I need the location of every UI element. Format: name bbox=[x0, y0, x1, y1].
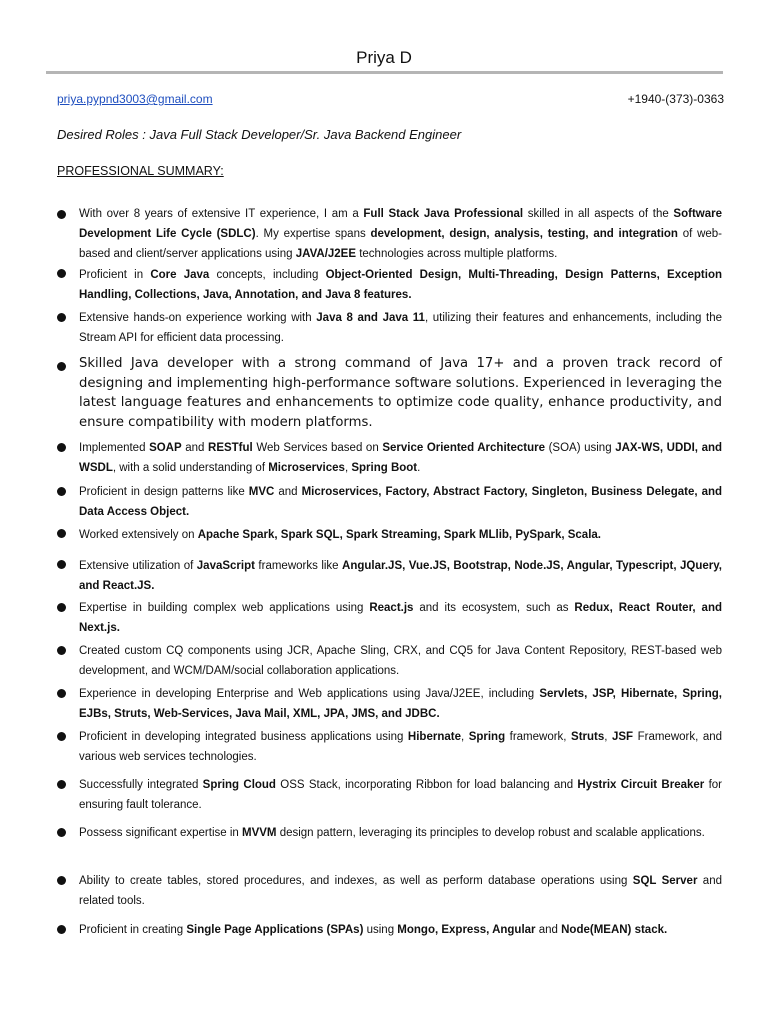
bullet-text bbox=[79, 727, 722, 767]
bold-text-segment: Angular.JS, Vue.JS, Bootstrap, Node.JS, Angular, Typescript, JQuery, and React.JS. bbox=[79, 560, 722, 592]
bullet-dot-icon bbox=[57, 487, 66, 496]
text-segment: Web Services based on bbox=[252, 442, 383, 454]
bold-text-segment: JavaScript bbox=[196, 560, 255, 572]
bullet-dot-icon bbox=[57, 443, 66, 452]
bullet-dot-icon bbox=[57, 269, 66, 278]
bullet-text bbox=[79, 482, 722, 522]
bold-text-segment: SQL Server bbox=[632, 875, 698, 887]
text-segment: Worked extensively on bbox=[79, 529, 198, 541]
bold-text-segment: Mongo, Express, Angular bbox=[397, 924, 536, 936]
text-segment: . bbox=[417, 462, 421, 474]
bullet-text bbox=[79, 823, 722, 843]
bold-text-segment: Single Page Applications (SPAs) bbox=[186, 924, 364, 936]
text-segment: Successfully integrated bbox=[79, 779, 203, 791]
text-segment: Framework, and various web services technologies. bbox=[79, 731, 723, 763]
text-segment: Proficient in developing integrated business applications using bbox=[79, 731, 408, 743]
bullet-dot-icon bbox=[57, 646, 66, 655]
candidate-name: Priya D bbox=[356, 48, 412, 67]
email-link[interactable]: priya.pypnd3003@gmail.com bbox=[57, 92, 213, 106]
bold-text-segment: Spring Boot bbox=[351, 462, 418, 474]
bold-text-segment: Service Oriented Architecture bbox=[382, 442, 545, 454]
text-segment: Skilled Java developer with a strong command of Java 17+ and a proven track record of designing and implementing high-performance software solutions. Experienced in leveraging the latest language features and enhancements to optimize code quality, enhance productivity, and ensure compatibility with modern platforms. bbox=[79, 356, 722, 430]
bold-text-segment: Microservices bbox=[268, 462, 345, 474]
text-segment: , utilizing their features and enhancements, including the Stream API for efficient data processing. bbox=[79, 312, 723, 344]
bold-text-segment: Apache Spark, Spark SQL, Spark Streaming, Spark MLlib, PySpark, Scala. bbox=[197, 529, 601, 541]
bullet-text bbox=[79, 265, 722, 305]
bullet-dot-icon bbox=[57, 876, 66, 885]
bullet-dot-icon bbox=[57, 362, 66, 371]
bullet-dot-icon bbox=[57, 732, 66, 741]
bullet-text bbox=[79, 354, 722, 432]
bold-text-segment: Spring Cloud bbox=[202, 779, 276, 791]
bold-text-segment: React.js bbox=[369, 602, 414, 614]
bold-text-segment: Struts bbox=[571, 731, 605, 743]
bold-text-segment: MVVM bbox=[242, 827, 277, 839]
bullet-text bbox=[79, 684, 722, 724]
bold-text-segment: Object-Oriented Design, Multi-Threading, Design Patterns, Exception Handling, Collections, Java, Annotation, and Java 8 features. bbox=[79, 269, 722, 301]
bold-text-segment: Node(MEAN) stack. bbox=[561, 924, 668, 936]
bullet-text bbox=[79, 871, 722, 911]
bullet-dot-icon bbox=[57, 925, 66, 934]
phone-number: +1940-(373)-0363 bbox=[627, 92, 724, 106]
bold-text-segment: Microservices, Factory, Abstract Factory, Singleton, Business Delegate, and Data Access Object. bbox=[79, 486, 723, 518]
text-segment: and bbox=[535, 924, 562, 936]
bold-text-segment: RESTful bbox=[208, 442, 253, 454]
bullet-dot-icon bbox=[57, 529, 66, 538]
bold-text-segment: Hystrix Circuit Breaker bbox=[577, 779, 705, 791]
text-segment: . My expertise spans bbox=[255, 228, 371, 240]
text-segment: Proficient in design patterns like bbox=[79, 486, 249, 498]
bullet-text bbox=[79, 204, 722, 264]
text-segment: Expertise in building complex web applications using bbox=[79, 602, 370, 614]
bold-text-segment: Redux, React Router, and Next.js. bbox=[79, 602, 722, 634]
bold-text-segment: Servlets, JSP, Hibernate, Spring, EJBs, Struts, Web-Services, Java Mail, XML, JPA, JMS, and JDBC. bbox=[79, 688, 722, 720]
bullet-dot-icon bbox=[57, 689, 66, 698]
bold-text-segment: JAVA/J2EE bbox=[295, 248, 357, 260]
text-segment: , bbox=[460, 731, 469, 743]
text-segment: With over 8 years of extensive IT experience, I am a bbox=[79, 208, 364, 220]
bullet-text bbox=[79, 556, 722, 596]
text-segment: Ability to create tables, stored procedures, and indexes, as well as perform database operations using bbox=[79, 875, 633, 887]
text-segment: Possess significant expertise in bbox=[79, 827, 242, 839]
text-segment: Extensive utilization of bbox=[79, 560, 197, 572]
bullet-dot-icon bbox=[57, 603, 66, 612]
text-segment: and related tools. bbox=[79, 875, 722, 907]
bullet-dot-icon bbox=[57, 828, 66, 837]
bullet-dot-icon bbox=[57, 560, 66, 569]
text-segment: Created custom CQ components using JCR, Apache Sling, CRX, and CQ5 for Java Content Repository, REST-based web development, and WCM/DAM/social collaboration applications. bbox=[79, 645, 722, 677]
text-segment: and bbox=[274, 486, 302, 498]
text-segment: Experience in developing Enterprise and Web applications using Java/J2EE, including bbox=[79, 688, 540, 700]
text-segment: framework, bbox=[505, 731, 572, 743]
bold-text-segment: SOAP bbox=[149, 442, 182, 454]
text-segment: , bbox=[344, 462, 352, 474]
bold-text-segment: Spring bbox=[468, 731, 506, 743]
text-segment: Implemented bbox=[79, 442, 150, 454]
text-segment: and its ecosystem, such as bbox=[413, 602, 575, 614]
bold-text-segment: Java 8 and Java 11 bbox=[316, 312, 425, 324]
text-segment: and bbox=[181, 442, 209, 454]
bold-text-segment: Hibernate bbox=[407, 731, 461, 743]
desired-roles: Desired Roles : Java Full Stack Developer/Sr. Java Backend Engineer bbox=[57, 127, 462, 142]
bullet-dot-icon bbox=[57, 313, 66, 322]
text-segment: Extensive hands-on experience working with bbox=[79, 312, 317, 324]
bullet-text bbox=[79, 598, 722, 638]
bullet-text bbox=[79, 641, 722, 681]
bullet-text bbox=[79, 920, 722, 940]
bullet-text bbox=[79, 775, 722, 815]
bold-text-segment: JAX-WS, UDDI, and WSDL bbox=[79, 442, 723, 474]
text-segment: of web-based and client/server applications using bbox=[79, 228, 722, 260]
header-divider bbox=[46, 71, 723, 74]
text-segment: , with a solid understanding of bbox=[112, 462, 269, 474]
bold-text-segment: Software Development Life Cycle (SDLC) bbox=[79, 208, 722, 240]
text-segment: design pattern, leveraging its principles to develop robust and scalable applications. bbox=[276, 827, 705, 839]
text-segment: , bbox=[604, 731, 612, 743]
section-title-professional-summary: PROFESSIONAL SUMMARY: bbox=[57, 164, 224, 178]
text-segment: skilled in all aspects of the bbox=[523, 208, 674, 220]
bullet-text bbox=[79, 525, 722, 545]
bold-text-segment: JSF bbox=[611, 731, 634, 743]
text-segment: (SOA) using bbox=[545, 442, 616, 454]
bullet-dot-icon bbox=[57, 210, 66, 219]
text-segment: using bbox=[363, 924, 398, 936]
bullet-text bbox=[79, 308, 722, 348]
contact-row bbox=[57, 92, 724, 108]
text-segment: Proficient in creating bbox=[79, 924, 187, 936]
bold-text-segment: development, design, analysis, testing, and integration bbox=[370, 228, 678, 240]
text-segment: OSS Stack, incorporating Ribbon for load balancing and bbox=[275, 779, 578, 791]
text-segment: Proficient in bbox=[79, 269, 151, 281]
bullet-dot-icon bbox=[57, 780, 66, 789]
bold-text-segment: MVC bbox=[248, 486, 275, 498]
text-segment: technologies across multiple platforms. bbox=[356, 248, 558, 260]
text-segment: for ensuring fault tolerance. bbox=[79, 779, 723, 811]
text-segment: frameworks like bbox=[254, 560, 343, 572]
text-segment: concepts, including bbox=[209, 269, 326, 281]
bold-text-segment: Full Stack Java Professional bbox=[363, 208, 524, 220]
bullet-text bbox=[79, 438, 722, 478]
bold-text-segment: Core Java bbox=[150, 269, 210, 281]
